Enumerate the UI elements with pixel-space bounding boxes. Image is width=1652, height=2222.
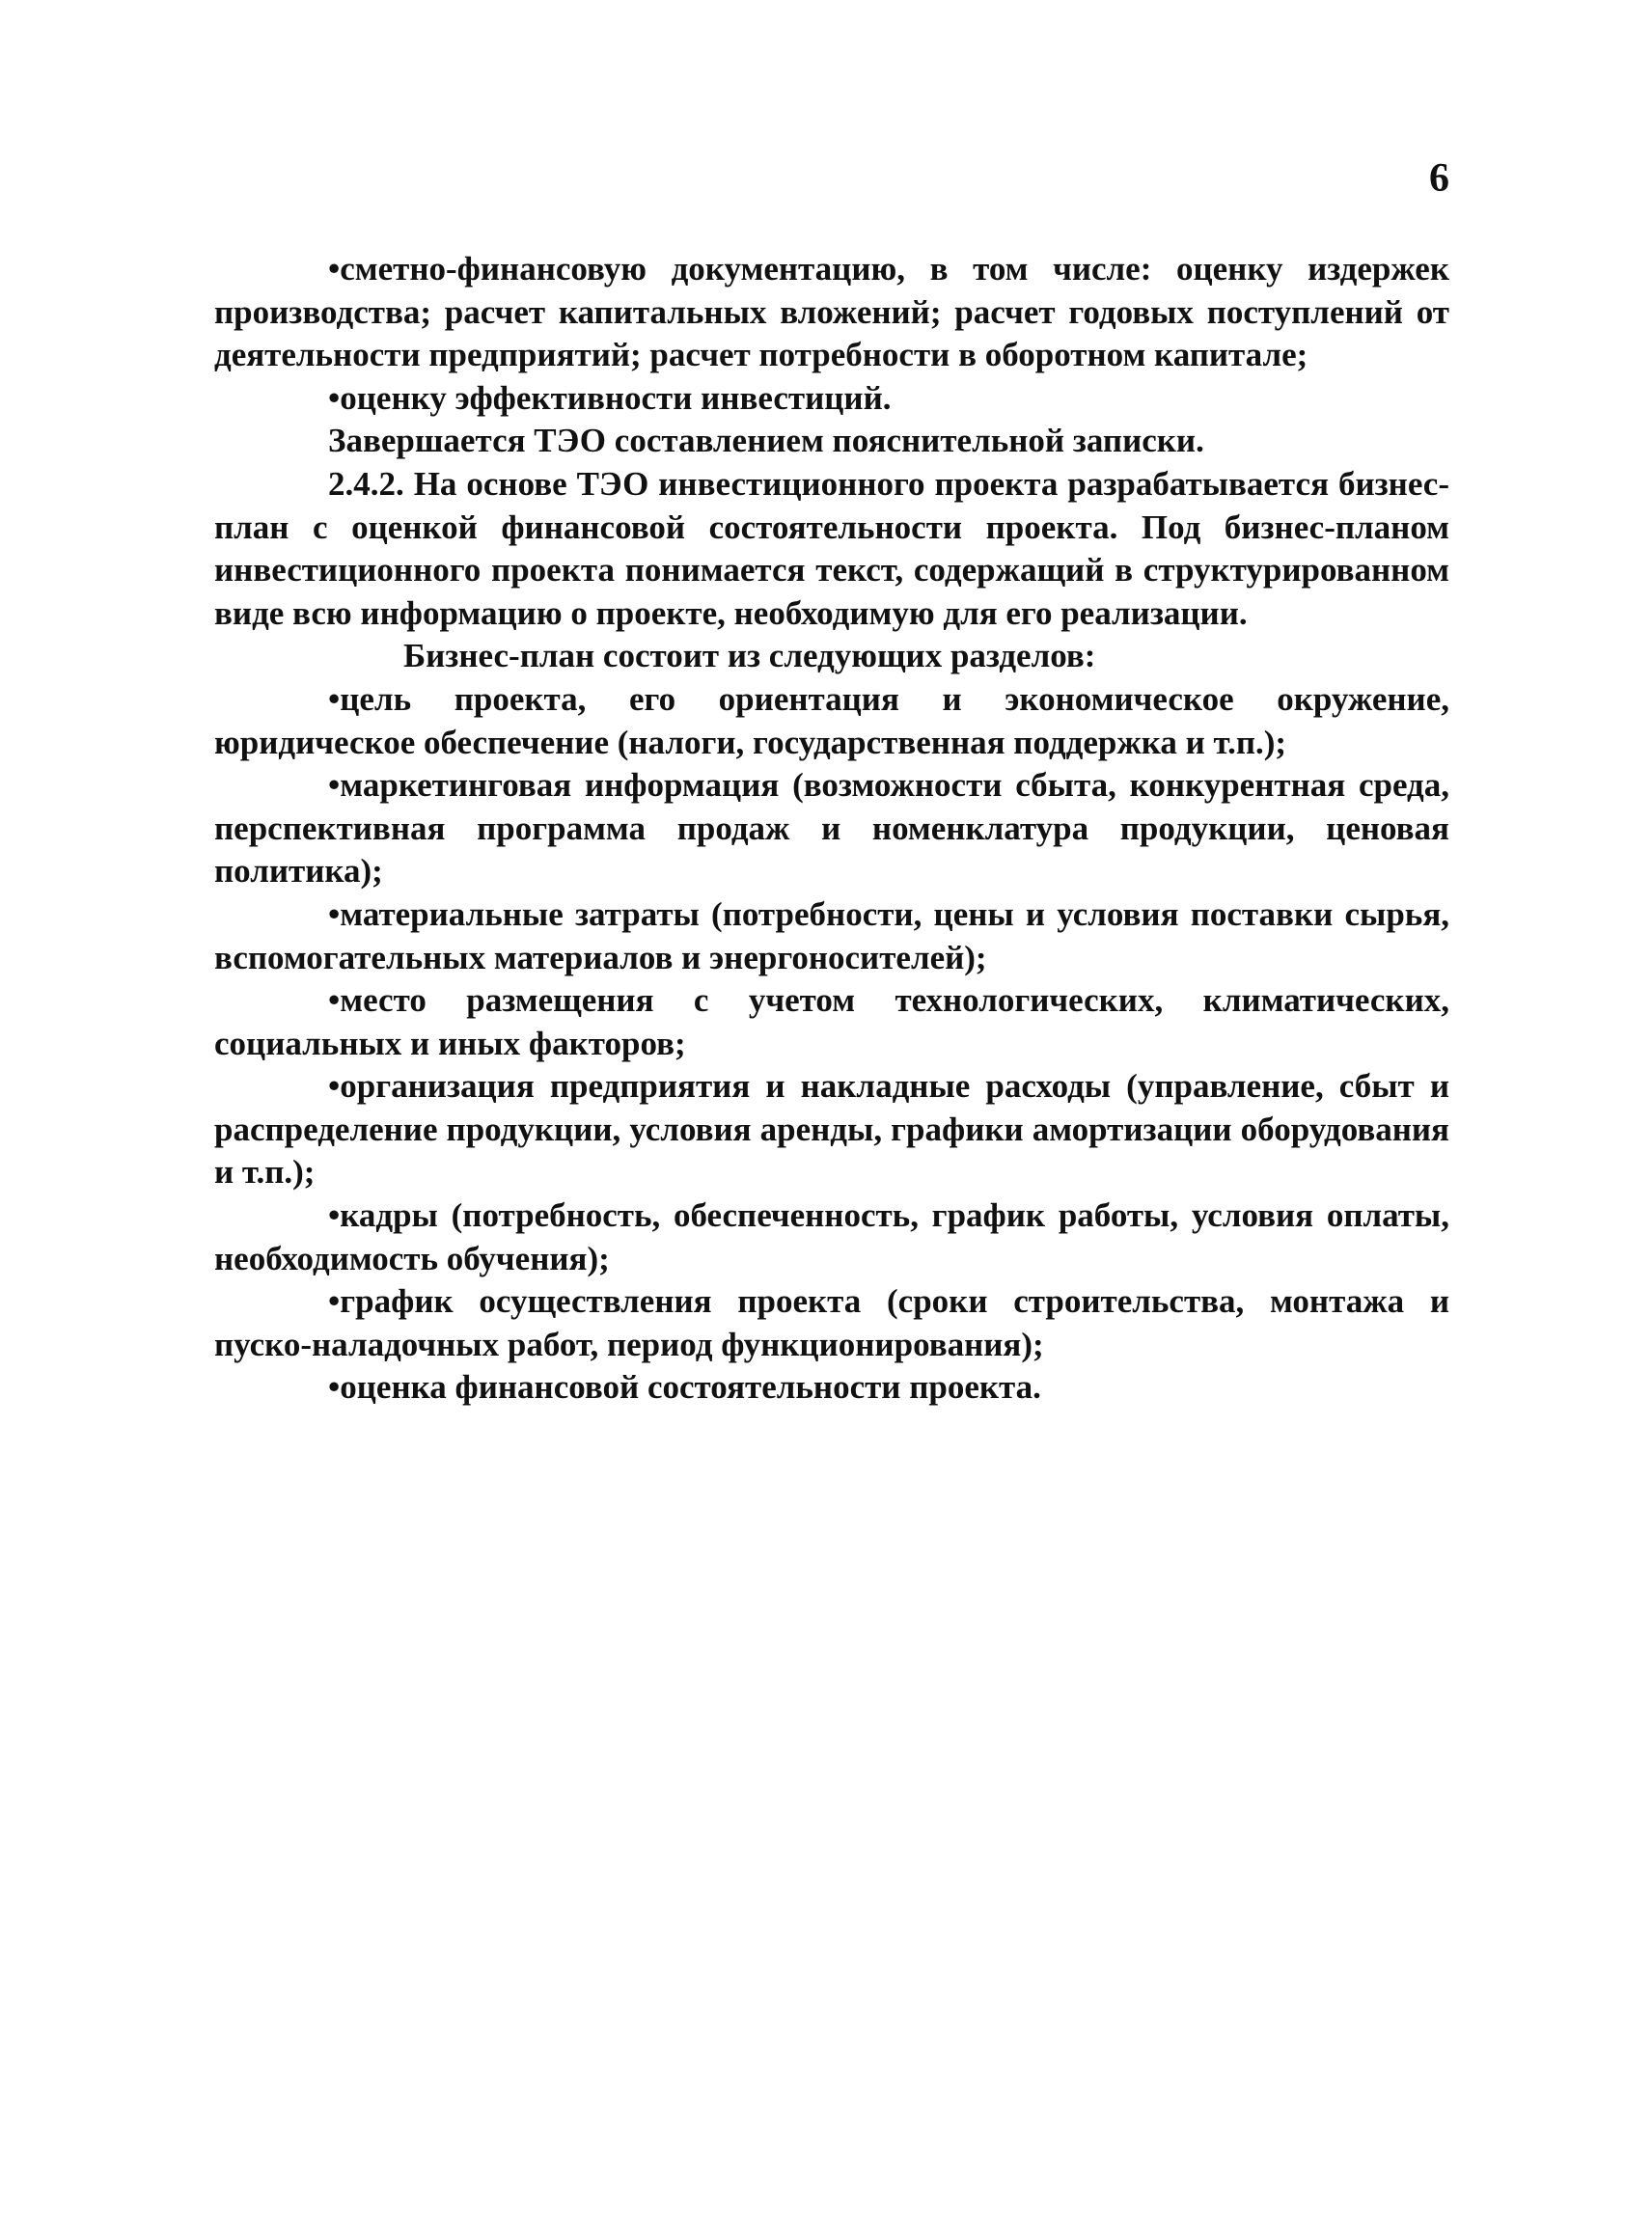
body-text [214, 248, 1449, 1410]
list-item-organization: •организация предприятия и накладные расходы (управление, сбыт и распределение продукции, условия аренды, графики амортизации оборудования и т.п.); [214, 1067, 1449, 1192]
list-item-location: •место размещения с учетом технологических, климатических, социальных и иных факторов; [214, 981, 1449, 1062]
paragraph-estimate-docs: •сметно-финансовую документацию, в том числе: оценку издержек производства; расчет капитальных вложений; расчет годовых поступлений от деятельности предприятий; расчет потребности в оборотном капитале; [214, 250, 1449, 374]
list-item-material-costs: •материальные затраты (потребности, цены и условия поставки сырья, вспомогательных материалов и энергоносителей); [214, 894, 1449, 976]
list-item-schedule: •график осуществления проекта (сроки строительства, монтажа и пуско-наладочных работ, период функционирования); [214, 1282, 1449, 1363]
paragraph-business-plan-intro: Бизнес-план состоит из следующих разделов: [403, 637, 1096, 675]
list-item-financial-assessment: •оценка финансовой состоятельности проекта. [328, 1368, 1041, 1407]
list-item-staff: •кадры (потребность, обеспеченность, график работы, условия оплаты, необходимость обучения); [214, 1196, 1449, 1277]
paragraph-investment-efficiency: •оценку эффективности инвестиций. [328, 378, 892, 417]
list-item-project-goal: •цель проекта, его ориентация и экономическое окружение, юридическое обеспечение (налоги, государственная поддержка и т.п.); [214, 679, 1449, 761]
paragraph-section-2-4-2: 2.4.2. На основе ТЭО инвестиционного проекта разрабатывается бизнес-план с оценкой финансовой состоятельности проекта. Под бизнес-планом инвестиционного проекта понимается текст, содержащий в структурированном виде всю информацию о проекте, необходимую для его реализации. [214, 464, 1449, 632]
page-number: 6 [1429, 156, 1449, 201]
paragraph-explanatory-note: Завершается ТЭО составлением пояснительной записки. [328, 422, 1204, 460]
list-item-marketing: •маркетинговая информация (возможности сбыта, конкурентная среда, перспективная программа продаж и номенклатура продукции, ценовая политика); [214, 766, 1449, 891]
